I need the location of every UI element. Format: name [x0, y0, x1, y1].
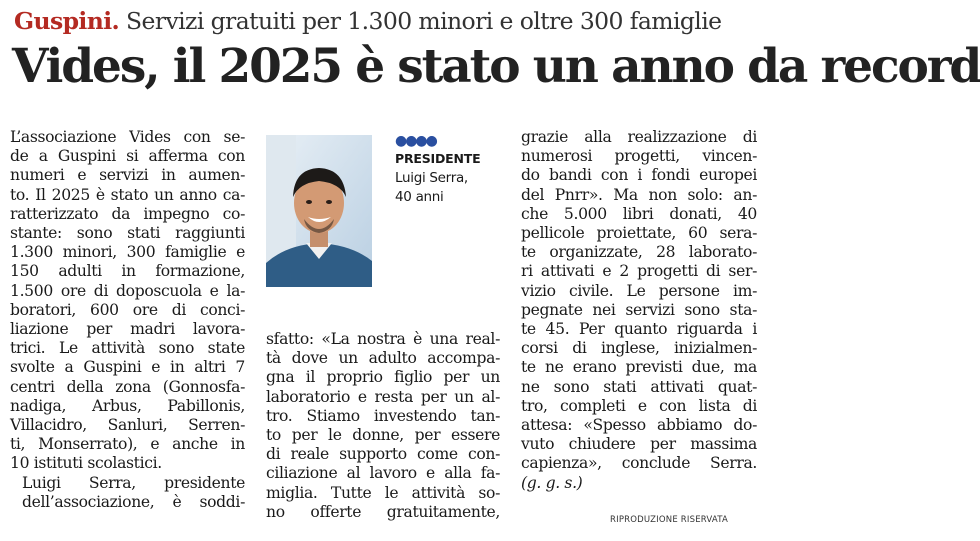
column-1-paragraph-1: [10, 128, 245, 474]
text-line: svolte a Guspini e in altri 7: [10, 358, 245, 377]
text-line: miglia. Tutte le attività so-: [266, 483, 500, 502]
text-line: ciliazione al lavoro e alla fa-: [266, 464, 500, 483]
text-line: numeri e servizi in aumen-: [10, 166, 245, 185]
column-3-paragraph: [521, 128, 757, 474]
kicker: [14, 6, 764, 36]
kicker-place: Guspini.: [14, 7, 120, 35]
article-column-3: [521, 128, 757, 513]
portrait-photo: [266, 135, 372, 287]
text-line: del Pnrr». Ma non solo: an-: [521, 185, 757, 204]
text-line: stante: sono stati raggiunti: [10, 224, 245, 243]
text-line: liazione per madri lavora-: [10, 320, 245, 339]
text-line: te 45. Per quanto riguarda i: [521, 320, 757, 339]
text-line: te organizzate, 28 laborato-: [521, 243, 757, 262]
headline: Vides, il 2025 è stato un anno da record: [12, 39, 980, 94]
text-line: che 5.000 libri donati, 40: [521, 204, 757, 223]
text-line: to. Il 2025 è stato un anno ca-: [10, 185, 245, 204]
caption-role: PRESIDENTE: [395, 151, 481, 166]
column-1-paragraph-2: [10, 474, 245, 512]
text-line: L’associazione Vides con se-: [10, 128, 245, 146]
text-line: pegnate nei servizi sono sta-: [521, 300, 757, 319]
text-line: ne sono stati attivati quat-: [521, 377, 757, 396]
text-line: tro, completi e con lista di: [521, 396, 757, 415]
text-line: trici. Le attività sono state: [10, 339, 245, 358]
text-line: gna il proprio figlio per un: [266, 368, 500, 387]
column-2-paragraph: [266, 330, 500, 522]
text-line: capienza», conclude Serra.: [521, 454, 757, 473]
caption-age: 40 anni: [395, 189, 444, 205]
text-line: ri attivati e 2 progetti di ser-: [521, 262, 757, 281]
caption-dots-icon: ●●●●: [395, 133, 436, 149]
text-line: te ne erano previsti due, ma: [521, 358, 757, 377]
text-line: pellicole proiettate, 60 sera-: [521, 224, 757, 243]
text-line: dell’associazione, è soddi-: [22, 492, 245, 511]
text-line: to per le donne, per essere: [266, 426, 500, 445]
caption-name: Luigi Serra,: [395, 170, 468, 186]
text-line: 150 adulti in formazione,: [10, 262, 245, 281]
text-line: laboratorio e resta per un al-: [266, 387, 500, 406]
text-line: numerosi progetti, vincen-: [521, 147, 757, 166]
text-line: corsi di inglese, inizialmen-: [521, 339, 757, 358]
text-line: 1.300 minori, 300 famiglie e: [10, 243, 245, 262]
signature-text: (g. g. s.): [521, 473, 583, 492]
portrait-photo-illustration: [266, 135, 372, 287]
text-line: sfatto: «La nostra è una real-: [266, 330, 500, 348]
text-line: do bandi con i fondi europei: [521, 166, 757, 185]
text-line: tro. Stiamo investendo tan-: [266, 406, 500, 425]
text-line: grazie alla realizzazione di: [521, 128, 757, 146]
kicker-text: Servizi gratuiti per 1.300 minori e oltre 300 famiglie: [126, 7, 722, 35]
text-line: Villacidro, Sanluri, Serren-: [10, 416, 245, 435]
text-line: vuto chiudere per massima: [521, 435, 757, 454]
text-line: ti, Monserrato), e anche in: [10, 435, 245, 454]
copyright-notice: RIPRODUZIONE RISERVATA: [610, 515, 728, 525]
photo-caption: [395, 133, 505, 207]
text-line: boratori, 600 ore di conci-: [10, 300, 245, 319]
text-line: di reale supporto come con-: [266, 445, 500, 464]
text-line: 1.500 ore di doposcuola e la-: [10, 281, 245, 300]
text-line: de a Guspini si afferma con: [10, 147, 245, 166]
text-line: 10 istituti scolastici.: [10, 454, 162, 473]
text-line: Luigi Serra, presidente: [22, 473, 245, 492]
text-line: centri della zona (Gonnosfa-: [10, 377, 245, 396]
text-line: no offerte gratuitamente,: [266, 502, 500, 521]
article-column-2: [266, 330, 500, 530]
text-line: vizio civile. Le persone im-: [521, 281, 757, 300]
signature: [521, 474, 757, 493]
text-line: attesa: «Spesso abbiamo do-: [521, 416, 757, 435]
text-line: ratterizzato da impegno co-: [10, 204, 245, 223]
article-column-1: [10, 128, 245, 533]
text-line: tà dove un adulto accompa-: [266, 349, 500, 368]
text-line: nadiga, Arbus, Pabillonis,: [10, 396, 245, 415]
